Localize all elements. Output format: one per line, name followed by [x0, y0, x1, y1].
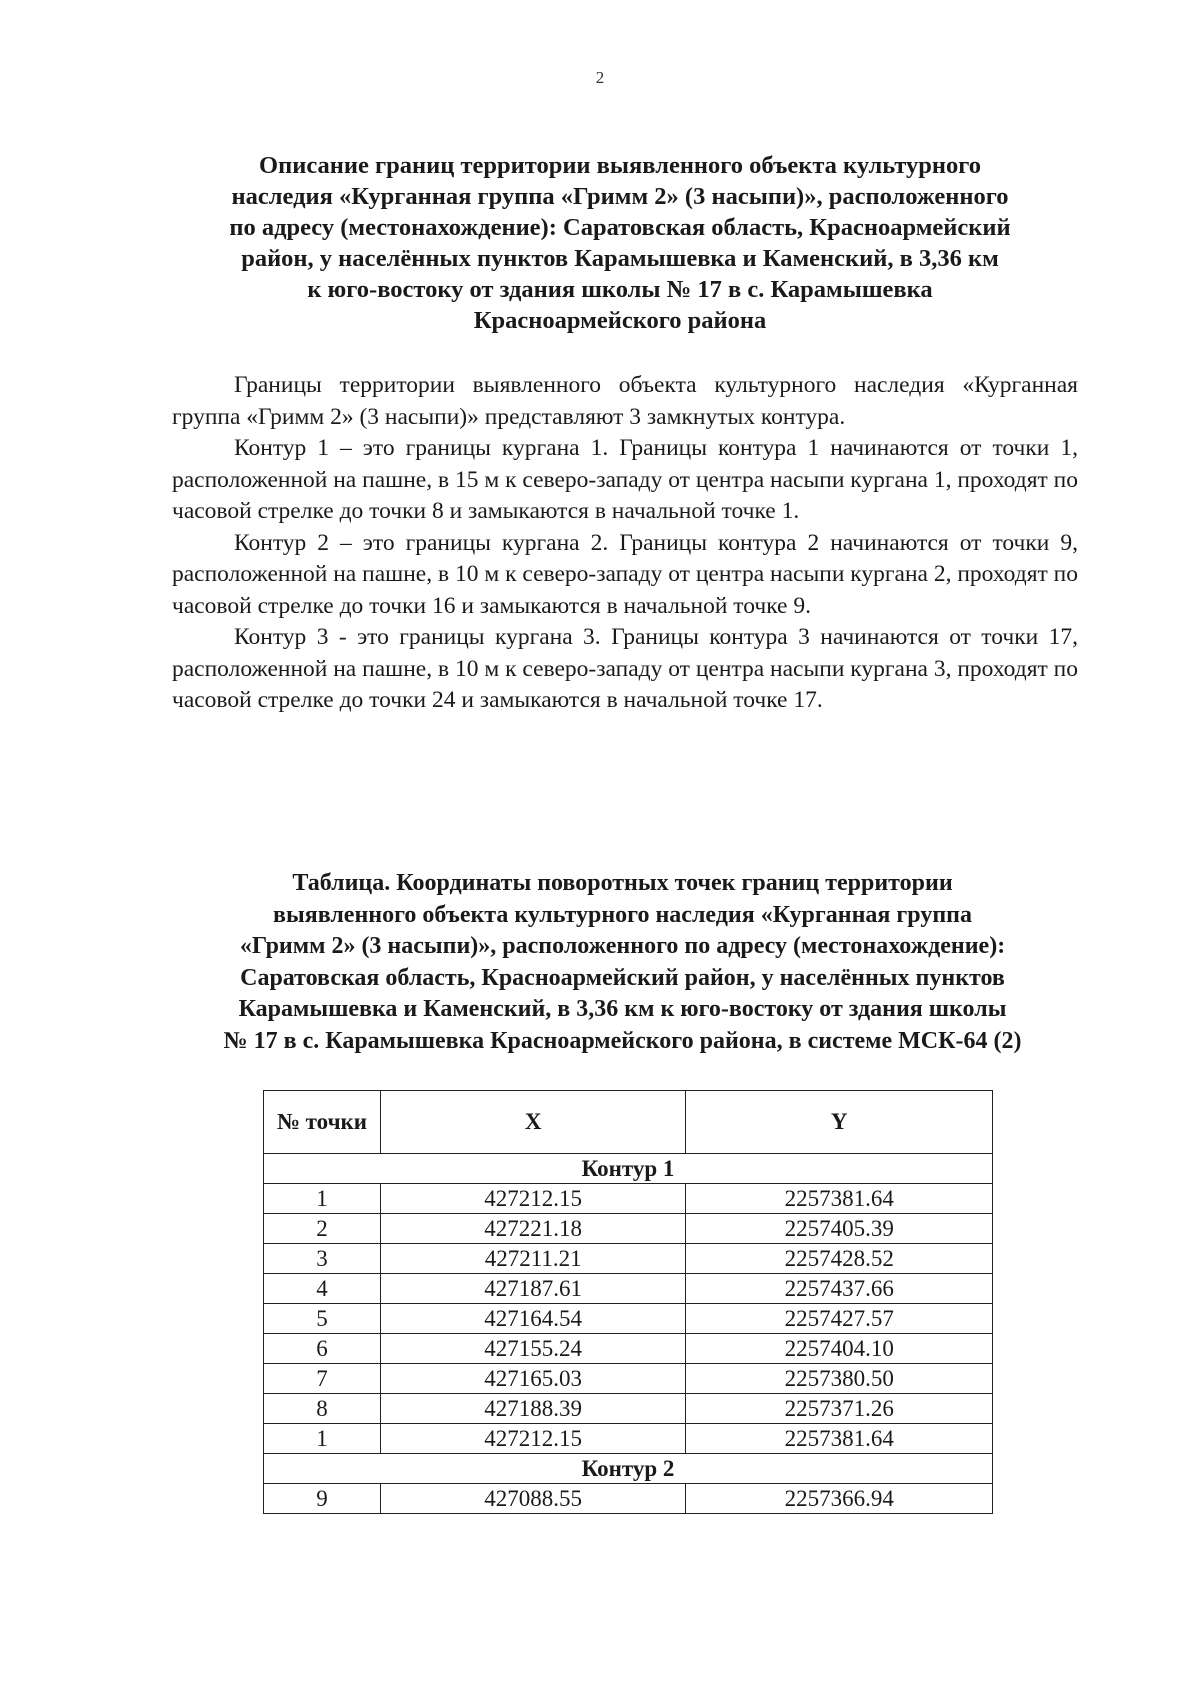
contour-label: Контур 2: [264, 1454, 993, 1484]
y-cell: 2257427.57: [686, 1304, 993, 1334]
title-line: Красноармейского района: [473, 307, 767, 334]
y-cell: 2257371.26: [686, 1394, 993, 1424]
y-cell: 2257428.52: [686, 1244, 993, 1274]
table-row: [264, 1304, 993, 1334]
point-number-cell: 6: [264, 1334, 381, 1364]
point-number-cell: 2: [264, 1214, 381, 1244]
point-number-cell: 8: [264, 1394, 381, 1424]
y-cell: 2257380.50: [686, 1364, 993, 1394]
table-body: [264, 1154, 993, 1514]
table-row: [264, 1484, 993, 1514]
x-cell: 427221.18: [380, 1214, 686, 1244]
header-x: X: [380, 1091, 686, 1154]
table-title-line: Карамышевка и Каменский, в 3,36 км к юго-востоку от здания школы: [238, 996, 1007, 1022]
point-number-cell: 9: [264, 1484, 381, 1514]
header-point-number: № точки: [264, 1091, 381, 1154]
table-row: [264, 1424, 993, 1454]
header-y: Y: [686, 1091, 993, 1154]
paragraph-contour-2: Контур 2 – это границы кургана 2. Границы контура 2 начинаются от точки 9, расположенной на пашне, в 10 м к северо-западу от центра насыпи кургана 2, проходят по часовой стрелке до точки 16 и замыкаются в начальной точке 9.: [172, 529, 1078, 619]
table-row: [264, 1244, 993, 1274]
title-line: район, у населённых пунктов Карамышевка и Каменский, в 3,36 км: [241, 245, 999, 272]
table-title-line: выявленного объекта культурного наследия «Курганная группа: [273, 901, 972, 928]
point-number-cell: 1: [264, 1424, 381, 1454]
table-header-row: [264, 1091, 993, 1154]
document-title: [170, 150, 1070, 336]
y-cell: 2257381.64: [686, 1424, 993, 1454]
table-title-line: Таблица. Координаты поворотных точек границ территории: [292, 870, 953, 896]
x-cell: 427088.55: [380, 1484, 686, 1514]
title-line: Описание границ территории выявленного объекта культурного: [259, 152, 981, 179]
coordinates-table: [263, 1090, 993, 1514]
table-title-line: «Гримм 2» (3 насыпи)», расположенного по адресу (местонахождение):: [239, 933, 1006, 959]
paragraph-intro: Границы территории выявленного объекта культурного наследия «Курганная группа «Гримм 2» (3 насыпи)» представляют 3 замкнутых контура.: [172, 372, 1078, 430]
x-cell: 427211.21: [380, 1244, 686, 1274]
table-row: [264, 1184, 993, 1214]
point-number-cell: 7: [264, 1364, 381, 1394]
x-cell: 427165.03: [380, 1364, 686, 1394]
table-title: [150, 868, 1095, 1057]
point-number-cell: 4: [264, 1274, 381, 1304]
paragraph-contour-3: Контур 3 - это границы кургана 3. Границы контура 3 начинаются от точки 17, расположенной на пашне, в 10 м к северо-западу от центра насыпи кургана 3, проходят по часовой стрелке до точки 24 и замыкаются в начальной точке 17.: [172, 624, 1078, 713]
point-number-cell: 5: [264, 1304, 381, 1334]
point-number-cell: 1: [264, 1184, 381, 1214]
title-line: к юго-востоку от здания школы № 17 в с. Карамышевка: [307, 276, 933, 303]
x-cell: 427212.15: [380, 1424, 686, 1454]
x-cell: 427155.24: [380, 1334, 686, 1364]
contour-header-row: [264, 1454, 993, 1484]
y-cell: 2257437.66: [686, 1274, 993, 1304]
x-cell: 427187.61: [380, 1274, 686, 1304]
x-cell: 427212.15: [380, 1184, 686, 1214]
document-body: [172, 370, 1078, 717]
y-cell: 2257381.64: [686, 1184, 993, 1214]
table-row: [264, 1214, 993, 1244]
paragraph-contour-1: Контур 1 – это границы кургана 1. Границы контура 1 начинаются от точки 1, расположенной на пашне, в 15 м к северо-западу от центра насыпи кургана 1, проходят по часовой стрелке до точки 8 и замыкаются в начальной точке 1.: [172, 435, 1078, 524]
title-line: наследия «Курганная группа «Гримм 2» (3 насыпи)», расположенного: [231, 183, 1009, 210]
contour-header-row: [264, 1154, 993, 1184]
contour-label: Контур 1: [264, 1154, 993, 1184]
x-cell: 427188.39: [380, 1394, 686, 1424]
table-title-line: № 17 в с. Карамышевка Красноармейского района, в системе МСК-64 (2): [223, 1027, 1022, 1054]
table-title-line: Саратовская область, Красноармейский район, у населённых пунктов: [240, 964, 1005, 991]
table-row: [264, 1364, 993, 1394]
table-row: [264, 1334, 993, 1364]
title-line: по адресу (местонахождение): Саратовская область, Красноармейский: [229, 214, 1011, 241]
y-cell: 2257405.39: [686, 1214, 993, 1244]
page-number: 2: [595, 68, 605, 87]
y-cell: 2257404.10: [686, 1334, 993, 1364]
y-cell: 2257366.94: [686, 1484, 993, 1514]
point-number-cell: 3: [264, 1244, 381, 1274]
table-row: [264, 1274, 993, 1304]
table-row: [264, 1394, 993, 1424]
x-cell: 427164.54: [380, 1304, 686, 1334]
